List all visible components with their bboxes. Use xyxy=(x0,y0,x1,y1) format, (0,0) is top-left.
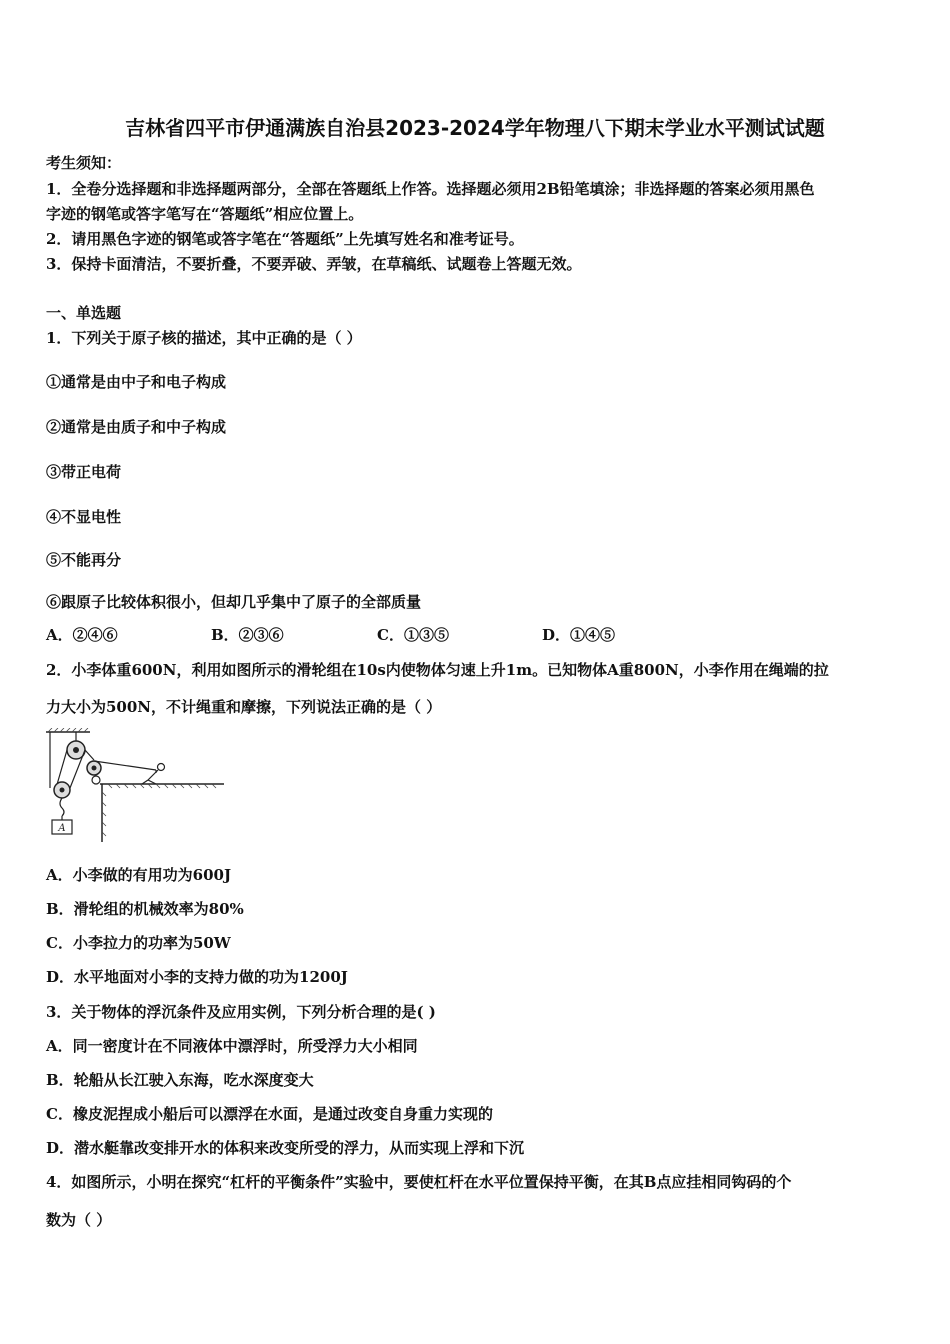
q2-option-b[interactable]: B．滑轮组的机械效率为80% xyxy=(46,900,244,918)
question-4-stem: 4．如图所示，小明在探究“杠杆的平衡条件”实验中，要使杠杆在水平位置保持平衡，在其B点应挂相同钩码的个 xyxy=(46,1173,792,1191)
q1-option-b[interactable]: B．②③⑥ xyxy=(211,626,284,644)
question-4-stem-cont: 数为（ ） xyxy=(46,1211,112,1229)
q2-option-d[interactable]: D．水平地面对小李的支持力做的功为1200J xyxy=(46,968,348,986)
notice-item: 2．请用黑色字迹的钢笔或答字笔在“答题纸”上先填写姓名和准考证号。 xyxy=(46,230,524,248)
q2-option-a[interactable]: A．小李做的有用功为600J xyxy=(46,866,232,884)
question-2-stem: 2．小李体重600N，利用如图所示的滑轮组在10s内使物体匀速上升1m。已知物体A重800N，小李作用在绳端的拉 xyxy=(46,661,829,679)
q3-option-b[interactable]: B．轮船从长江驶入东海，吃水深度变大 xyxy=(46,1071,314,1089)
q3-option-d[interactable]: D．潜水艇靠改变排开水的体积来改变所受的浮力，从而实现上浮和下沉 xyxy=(46,1139,525,1157)
person-figure xyxy=(142,764,165,785)
q1-statement: ②通常是由质子和中子构成 xyxy=(46,418,227,436)
q1-statement: ⑥跟原子比较体积很小，但却几乎集中了原子的全部质量 xyxy=(46,593,422,611)
q2-option-c[interactable]: C．小李拉力的功率为50W xyxy=(46,934,231,952)
section-heading: 一、单选题 xyxy=(46,304,122,322)
question-1-stem: 1．下列关于原子核的描述，其中正确的是（ ） xyxy=(46,329,362,347)
q1-option-a[interactable]: A．②④⑥ xyxy=(46,626,118,644)
block-a-label: A xyxy=(58,823,66,834)
hook xyxy=(60,798,64,816)
notice-item: 字迹的钢笔或答字笔写在“答题纸”相应位置上。 xyxy=(46,205,364,223)
ground-hatch xyxy=(102,784,216,836)
question-3-stem: 3．关于物体的浮沉条件及应用实例，下列分析合理的是( ) xyxy=(46,1003,436,1021)
question-2-stem-cont: 力大小为500N，不计绳重和摩擦，下列说法正确的是（ ） xyxy=(46,698,442,716)
q1-statement: ①通常是由中子和电子构成 xyxy=(46,373,227,391)
q1-option-c[interactable]: C．①③⑤ xyxy=(377,626,449,644)
notice-heading: 考生须知： xyxy=(46,154,122,172)
q1-statement: ④不显电性 xyxy=(46,508,122,526)
notice-item: 1．全卷分选择题和非选择题两部分，全部在答题纸上作答。选择题必须用2B铅笔填涂；非选择题的答案必须用黑色 xyxy=(46,180,815,198)
q1-statement: ⑤不能再分 xyxy=(46,551,122,569)
q1-statement: ③带正电荷 xyxy=(46,463,122,481)
rope xyxy=(94,761,156,770)
q3-option-c[interactable]: C．橡皮泥捏成小船后可以漂浮在水面，是通过改变自身重力实现的 xyxy=(46,1105,493,1123)
q3-option-a[interactable]: A．同一密度计在不同液体中漂浮时，所受浮力大小相同 xyxy=(46,1037,418,1055)
pulley-system-figure xyxy=(44,728,229,846)
q1-option-d[interactable]: D．①④⑤ xyxy=(542,626,616,644)
page-title: 吉林省四平市伊通满族自治县2023-2024学年物理八下期末学业水平测试试题 xyxy=(125,116,825,140)
notice-item: 3．保持卡面清洁，不要折叠，不要弄破、弄皱，在草稿纸、试题卷上答题无效。 xyxy=(46,255,582,273)
